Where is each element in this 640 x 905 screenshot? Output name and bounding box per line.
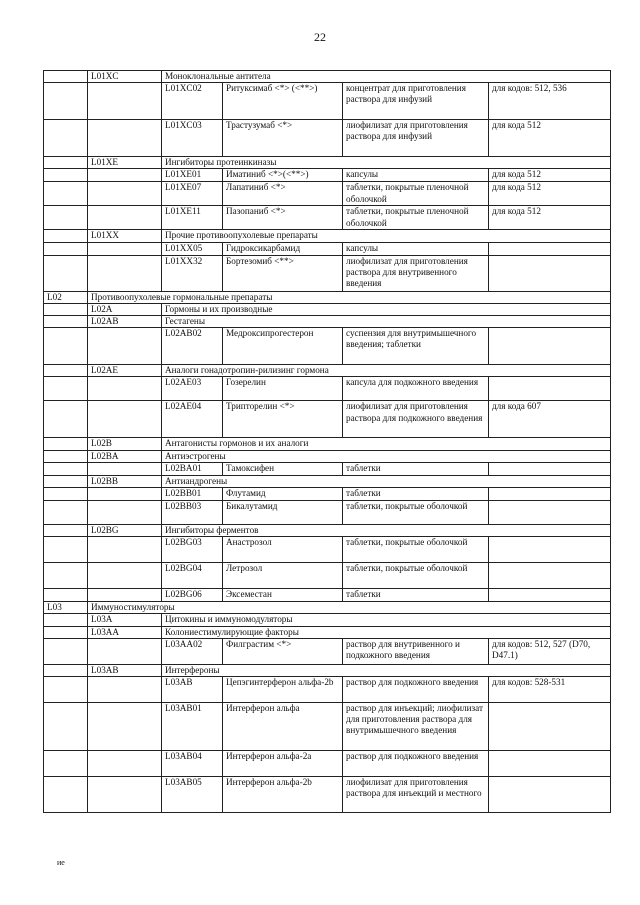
level1-code-cell <box>44 401 88 438</box>
table-row-drug <box>44 751 611 777</box>
group-name-cell: Прочие противоопухолевые препараты <box>162 230 611 242</box>
level1-code-cell <box>44 303 88 315</box>
drug-name-cell: Эксеместан <box>223 589 343 602</box>
dosage-form-cell: капсула для подкожного введения <box>343 377 489 401</box>
level2-code-cell <box>88 182 162 206</box>
page-number: 22 <box>314 30 326 44</box>
group-name-cell: Колониестимулирующие факторы <box>162 626 611 638</box>
table-row-drug <box>44 638 611 664</box>
drug-name-cell: Интерферон альфа-2b <box>223 777 343 813</box>
diagnosis-codes-cell <box>489 537 611 563</box>
level2-code-cell <box>88 563 162 589</box>
level2-code-cell: L02B <box>88 438 162 450</box>
table-row-group <box>44 614 611 626</box>
dosage-form-cell: лиофилизат для приготовления раствора для инъекций и местного <box>343 777 489 813</box>
level1-code-cell <box>44 462 88 475</box>
table-row-group <box>44 525 611 537</box>
table-row-drug <box>44 328 611 365</box>
level2-code-cell: L02BB <box>88 475 162 487</box>
dosage-form-cell: лиофилизат для приготовления раствора для инфузий <box>343 120 489 157</box>
table-row-group <box>44 230 611 242</box>
level1-code-cell <box>44 537 88 563</box>
level1-code-cell <box>44 377 88 401</box>
table-row-group <box>44 303 611 315</box>
table-row-drug <box>44 703 611 751</box>
group-name-cell: Моноклональные антитела <box>162 71 611 83</box>
level1-code-cell <box>44 242 88 255</box>
level1-code-cell <box>44 169 88 182</box>
drug-name-cell: Анастрозол <box>223 537 343 563</box>
atc-code-cell: L01XE01 <box>162 169 223 182</box>
drug-name-cell: Бикалутамид <box>223 501 343 525</box>
table-row-drug <box>44 255 611 291</box>
level2-code-cell <box>88 255 162 291</box>
table-row-drug <box>44 377 611 401</box>
level1-code-cell <box>44 316 88 328</box>
drug-name-cell: Интерферон альфа <box>223 703 343 751</box>
dosage-form-cell: таблетки, покрытые оболочкой <box>343 501 489 525</box>
drug-name-cell: Летрозол <box>223 563 343 589</box>
dosage-form-cell: капсулы <box>343 169 489 182</box>
drug-name-cell: Ритуксимаб <*> (<**>) <box>223 83 343 120</box>
diagnosis-codes-cell: для кода 607 <box>489 401 611 438</box>
group-name-cell: Ингибиторы ферментов <box>162 525 611 537</box>
level2-code-cell <box>88 751 162 777</box>
diagnosis-codes-cell <box>489 488 611 501</box>
atc-code-cell: L02AE03 <box>162 377 223 401</box>
dosage-form-cell: таблетки <box>343 462 489 475</box>
table-row-drug <box>44 589 611 602</box>
table-row-drug <box>44 206 611 230</box>
dosage-form-cell: раствор для внутривенного и подкожного введения <box>343 638 489 664</box>
level2-code-cell <box>88 377 162 401</box>
level2-code-cell <box>88 589 162 602</box>
table-row-drug <box>44 462 611 475</box>
group-name-cell: Антиэстрогены <box>162 450 611 462</box>
section-name-cell: Противоопухолевые гормональные препараты <box>88 291 611 303</box>
level2-code-cell <box>88 169 162 182</box>
group-name-cell: Аналоги гонадотропин-рилизинг гормона <box>162 365 611 377</box>
table-row-drug <box>44 120 611 157</box>
level1-code-cell <box>44 525 88 537</box>
diagnosis-codes-cell <box>489 563 611 589</box>
level1-code-cell <box>44 450 88 462</box>
level2-code-cell: L02AB <box>88 316 162 328</box>
drug-name-cell: Интерферон альфа-2а <box>223 751 343 777</box>
diagnosis-codes-cell <box>489 462 611 475</box>
level2-code-cell <box>88 401 162 438</box>
diagnosis-codes-cell <box>489 751 611 777</box>
level1-code-cell <box>44 230 88 242</box>
level1-code-cell <box>44 626 88 638</box>
table-row-drug <box>44 537 611 563</box>
level1-code-cell <box>44 488 88 501</box>
atc-code-cell: L03AA02 <box>162 638 223 664</box>
atc-code-cell: L01XX32 <box>162 255 223 291</box>
level1-code-cell <box>44 563 88 589</box>
drug-name-cell: Бортезомиб <**> <box>223 255 343 291</box>
level1-code-cell <box>44 365 88 377</box>
table-row-group <box>44 157 611 169</box>
drug-name-cell: Медроксипрогестерон <box>223 328 343 365</box>
drug-name-cell: Цепэгинтерферон альфа-2b <box>223 677 343 703</box>
atc-code-cell: L02BB01 <box>162 488 223 501</box>
drug-name-cell: Трастузумаб <*> <box>223 120 343 157</box>
dosage-form-cell: лиофилизат для приготовления раствора для подкожного введения <box>343 401 489 438</box>
level1-code-cell <box>44 83 88 120</box>
atc-code-cell: L01XE11 <box>162 206 223 230</box>
diagnosis-codes-cell <box>489 703 611 751</box>
level2-code-cell <box>88 120 162 157</box>
table-row-drug <box>44 777 611 813</box>
table-row-drug <box>44 401 611 438</box>
level2-code-cell <box>88 703 162 751</box>
atc-code-cell: L03AB01 <box>162 703 223 751</box>
level1-code-cell <box>44 157 88 169</box>
dosage-form-cell: суспензия для внутримышечного введения; таблетки <box>343 328 489 365</box>
level1-code-cell <box>44 475 88 487</box>
level1-code-cell <box>44 751 88 777</box>
dosage-form-cell: таблетки <box>343 589 489 602</box>
level2-code-cell: L03AB <box>88 664 162 676</box>
level1-code-cell <box>44 255 88 291</box>
atc-code-cell: L03AB04 <box>162 751 223 777</box>
level1-code-cell <box>44 677 88 703</box>
diagnosis-codes-cell <box>489 777 611 813</box>
drug-classification-table <box>43 70 611 813</box>
level2-code-cell: L01XC <box>88 71 162 83</box>
level2-code-cell: L01XE <box>88 157 162 169</box>
level1-code-cell <box>44 71 88 83</box>
table-row-drug <box>44 182 611 206</box>
level1-code-cell <box>44 589 88 602</box>
atc-code-cell: L01XE07 <box>162 182 223 206</box>
table-row-drug <box>44 242 611 255</box>
diagnosis-codes-cell: для кода 512 <box>489 120 611 157</box>
drug-name-cell: Пазопаниб <*> <box>223 206 343 230</box>
level2-code-cell: L02BA <box>88 450 162 462</box>
diagnosis-codes-cell <box>489 242 611 255</box>
level1-code-cell <box>44 638 88 664</box>
group-name-cell: Интерфероны <box>162 664 611 676</box>
dosage-form-cell: таблетки, покрытые оболочкой <box>343 563 489 589</box>
level1-code-cell <box>44 120 88 157</box>
level2-code-cell <box>88 206 162 230</box>
diagnosis-codes-cell <box>489 255 611 291</box>
atc-code-cell: L02BB03 <box>162 501 223 525</box>
table-row-group <box>44 365 611 377</box>
drug-name-cell: Гидроксикарбамид <box>223 242 343 255</box>
level1-code-cell <box>44 664 88 676</box>
diagnosis-codes-cell: для кода 512 <box>489 206 611 230</box>
atc-code-cell: L01XC03 <box>162 120 223 157</box>
dosage-form-cell: лиофилизат для приготовления раствора для внутривенного введения <box>343 255 489 291</box>
table-row-section <box>44 291 611 303</box>
level2-code-cell: L02AE <box>88 365 162 377</box>
dosage-form-cell: раствор для инъекций; лиофилизат для приготовления раствора для внутримышечного введения <box>343 703 489 751</box>
diagnosis-codes-cell <box>489 501 611 525</box>
atc-code-cell: L03AB05 <box>162 777 223 813</box>
diagnosis-codes-cell: для кода 512 <box>489 182 611 206</box>
dosage-form-cell: таблетки, покрытые оболочкой <box>343 537 489 563</box>
dosage-form-cell: концентрат для приготовления раствора для инфузий <box>343 83 489 120</box>
table-row-drug <box>44 677 611 703</box>
drug-name-cell: Трипторелин <*> <box>223 401 343 438</box>
table-row-group <box>44 626 611 638</box>
group-name-cell: Гестагены <box>162 316 611 328</box>
diagnosis-codes-cell: для кодов: 512, 536 <box>489 83 611 120</box>
footer-mark: ие <box>57 858 65 867</box>
level2-code-cell <box>88 488 162 501</box>
atc-code-cell: L01XC02 <box>162 83 223 120</box>
drug-name-cell: Филграстим <*> <box>223 638 343 664</box>
dosage-form-cell: раствор для подкожного введения <box>343 677 489 703</box>
table-row-drug <box>44 563 611 589</box>
atc-code-cell: L02AB02 <box>162 328 223 365</box>
level1-code-cell <box>44 438 88 450</box>
drug-name-cell: Флутамид <box>223 488 343 501</box>
atc-code-cell: L02BG04 <box>162 563 223 589</box>
level2-code-cell: L02A <box>88 303 162 315</box>
dosage-form-cell: капсулы <box>343 242 489 255</box>
dosage-form-cell: таблетки <box>343 488 489 501</box>
table-row-drug <box>44 501 611 525</box>
level2-code-cell: L03A <box>88 614 162 626</box>
group-name-cell: Цитокины и иммуномодуляторы <box>162 614 611 626</box>
diagnosis-codes-cell <box>489 589 611 602</box>
table-row-group <box>44 450 611 462</box>
level2-code-cell <box>88 242 162 255</box>
level2-code-cell <box>88 462 162 475</box>
atc-code-cell: L03AB <box>162 677 223 703</box>
level1-code-cell <box>44 703 88 751</box>
diagnosis-codes-cell: для кода 512 <box>489 169 611 182</box>
level2-code-cell <box>88 83 162 120</box>
dosage-form-cell: таблетки, покрытые пленочной оболочкой <box>343 206 489 230</box>
level2-code-cell <box>88 537 162 563</box>
diagnosis-codes-cell: для кодов: 512, 527 (D70, D47.1) <box>489 638 611 664</box>
drug-name-cell: Гозерелин <box>223 377 343 401</box>
level2-code-cell: L02BG <box>88 525 162 537</box>
group-name-cell: Гормоны и их производные <box>162 303 611 315</box>
atc-code-cell: L02BG03 <box>162 537 223 563</box>
diagnosis-codes-cell <box>489 328 611 365</box>
atc-code-cell: L02AE04 <box>162 401 223 438</box>
diagnosis-codes-cell: для кодов: 528-531 <box>489 677 611 703</box>
table-row-drug <box>44 488 611 501</box>
atc-code-cell: L01XX05 <box>162 242 223 255</box>
section-name-cell: Иммуностимуляторы <box>88 602 611 614</box>
level1-code-cell <box>44 328 88 365</box>
level2-code-cell <box>88 328 162 365</box>
level1-code-cell: L03 <box>44 602 88 614</box>
level2-code-cell <box>88 501 162 525</box>
table-row-group <box>44 438 611 450</box>
table-row-drug <box>44 83 611 120</box>
dosage-form-cell: раствор для подкожного введения <box>343 751 489 777</box>
drug-name-cell: Иматиниб <*>(<**>) <box>223 169 343 182</box>
group-name-cell: Ингибиторы протеинкиназы <box>162 157 611 169</box>
table-row-group <box>44 316 611 328</box>
level1-code-cell <box>44 614 88 626</box>
level1-code-cell <box>44 182 88 206</box>
level1-code-cell: L02 <box>44 291 88 303</box>
table-row-drug <box>44 169 611 182</box>
group-name-cell: Антиандрогены <box>162 475 611 487</box>
table-row-group <box>44 71 611 83</box>
atc-code-cell: L02BG06 <box>162 589 223 602</box>
level2-code-cell <box>88 638 162 664</box>
drug-name-cell: Тамоксифен <box>223 462 343 475</box>
table-row-group <box>44 475 611 487</box>
level2-code-cell <box>88 777 162 813</box>
table-row-section <box>44 602 611 614</box>
level1-code-cell <box>44 501 88 525</box>
dosage-form-cell: таблетки, покрытые пленочной оболочкой <box>343 182 489 206</box>
level1-code-cell <box>44 206 88 230</box>
atc-code-cell: L02BA01 <box>162 462 223 475</box>
table-row-group <box>44 664 611 676</box>
level2-code-cell <box>88 677 162 703</box>
level1-code-cell <box>44 777 88 813</box>
level2-code-cell: L03AA <box>88 626 162 638</box>
level2-code-cell: L01XX <box>88 230 162 242</box>
diagnosis-codes-cell <box>489 377 611 401</box>
drug-name-cell: Лапатиниб <*> <box>223 182 343 206</box>
group-name-cell: Антагонисты гормонов и их аналоги <box>162 438 611 450</box>
